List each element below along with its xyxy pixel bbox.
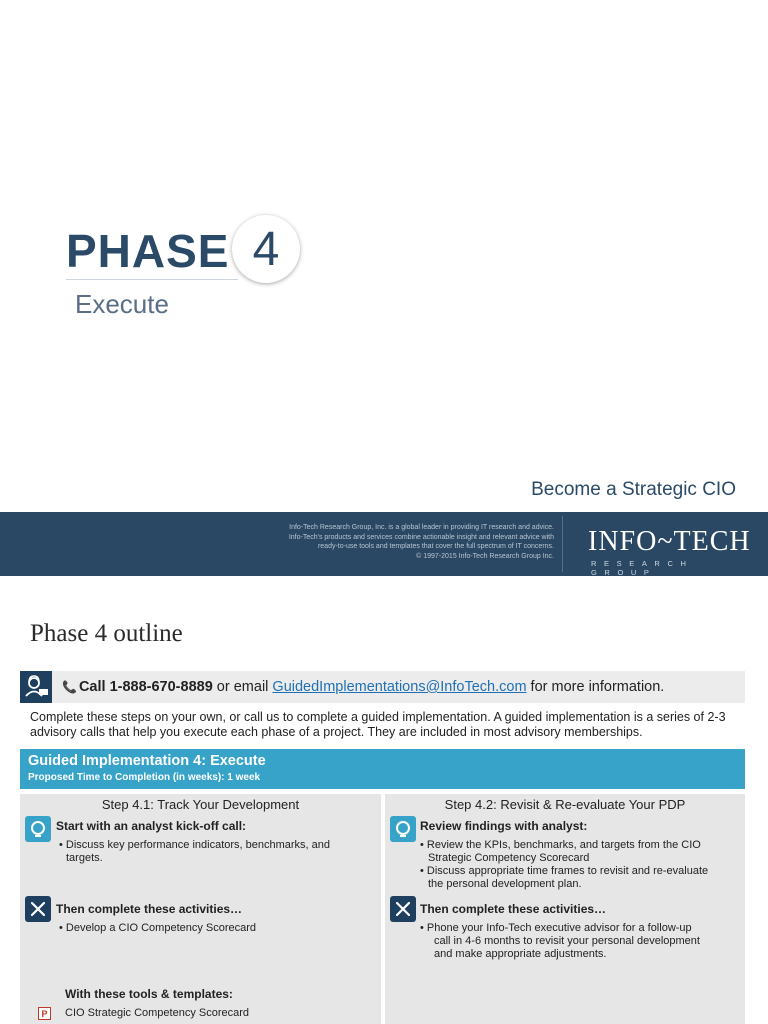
powerpoint-file-icon: P	[38, 1007, 51, 1020]
bullet-item: Strategic Competency Scorecard	[428, 852, 590, 864]
bullet-item: • Discuss appropriate time frames to revisit and re-evaluate	[420, 865, 709, 877]
tools-label: With these tools & templates:	[65, 987, 233, 1001]
activities-label: Then complete these activities…	[420, 902, 607, 916]
guided-implementation-header	[20, 749, 745, 789]
footer-line: Info-Tech's products and services combine actionable insight and relevant advice with	[288, 533, 554, 541]
bullet-item: • Discuss key performance indicators, benchmarks, and	[59, 839, 331, 851]
activities-label: Then complete these activities…	[56, 902, 243, 916]
bullet-item: and make appropriate adjustments.	[434, 948, 607, 960]
call-info	[62, 679, 664, 695]
call-suffix: for more information.	[526, 679, 665, 695]
footer-line: ready-to-use tools and templates that cover the full spectrum of IT concerns.	[317, 543, 554, 550]
footer-disclaimer	[174, 523, 554, 561]
footer-divider	[562, 516, 563, 572]
analyst-head-icon	[390, 816, 416, 842]
tool-item[interactable]: CIO Strategic Competency Scorecard	[65, 1007, 250, 1019]
footer-band	[0, 512, 768, 576]
call-bar	[20, 671, 745, 703]
bullet-item: • Review the KPIs, benchmarks, and targets from the CIO	[420, 839, 701, 851]
footer-line: © 1997-2015 Info-Tech Research Group Inc.	[416, 552, 554, 560]
review-label: Review findings with analyst:	[420, 819, 588, 833]
gi-title: Guided Implementation 4: Execute	[28, 753, 266, 769]
phone-icon: 📞	[62, 680, 77, 694]
tools-icon	[25, 896, 51, 922]
phase-heading: PHASE	[66, 225, 230, 277]
outline-title: Phase 4 outline	[30, 620, 183, 647]
call-or-email: or email	[212, 679, 273, 695]
phase-underline	[66, 279, 238, 280]
gi-subtitle: Proposed Time to Completion (in weeks): 1 week	[28, 772, 261, 783]
deck-title: Become a Strategic CIO	[531, 479, 736, 500]
intro-paragraph: Complete these steps on your own, or call us to complete a guided implementation. A guided implementation is a series of 2-3 advisory calls that help you execute each phase of a project. They are included in most advisory memberships.	[30, 710, 726, 739]
bullet-item: targets.	[66, 852, 103, 864]
step-title: Step 4.1: Track Your Development	[101, 797, 300, 812]
phase-number-badge: 4	[232, 215, 300, 283]
infotech-logo-tagline: RESEARCH GROUP	[591, 559, 694, 577]
tools-icon	[390, 896, 416, 922]
step-column-right	[385, 794, 745, 1024]
bullet-item: call in 4-6 months to revisit your personal development	[434, 935, 700, 947]
email-link[interactable]: GuidedImplementations@InfoTech.com	[272, 679, 527, 695]
start-label: Start with an analyst kick-off call:	[56, 819, 247, 833]
outline-slide	[0, 596, 768, 1024]
bullet-item: • Phone your Info-Tech executive advisor for a follow-up	[420, 922, 692, 934]
call-number: Call 1-888-670-8889	[78, 679, 213, 695]
bullet-item: • Develop a CIO Competency Scorecard	[59, 922, 257, 934]
analyst-head-icon	[25, 816, 51, 842]
step-column-left	[20, 794, 381, 1024]
phase-subtitle: Execute	[75, 289, 169, 319]
headset-person-icon	[20, 671, 52, 703]
footer-line: Info-Tech Research Group, Inc. is a global leader in providing IT research and advice.	[289, 524, 554, 531]
bullet-item: the personal development plan.	[428, 878, 582, 890]
infotech-logo: INFO~TECH	[588, 526, 751, 557]
step-title: Step 4.2: Revisit & Re-evaluate Your PDP	[444, 797, 686, 812]
